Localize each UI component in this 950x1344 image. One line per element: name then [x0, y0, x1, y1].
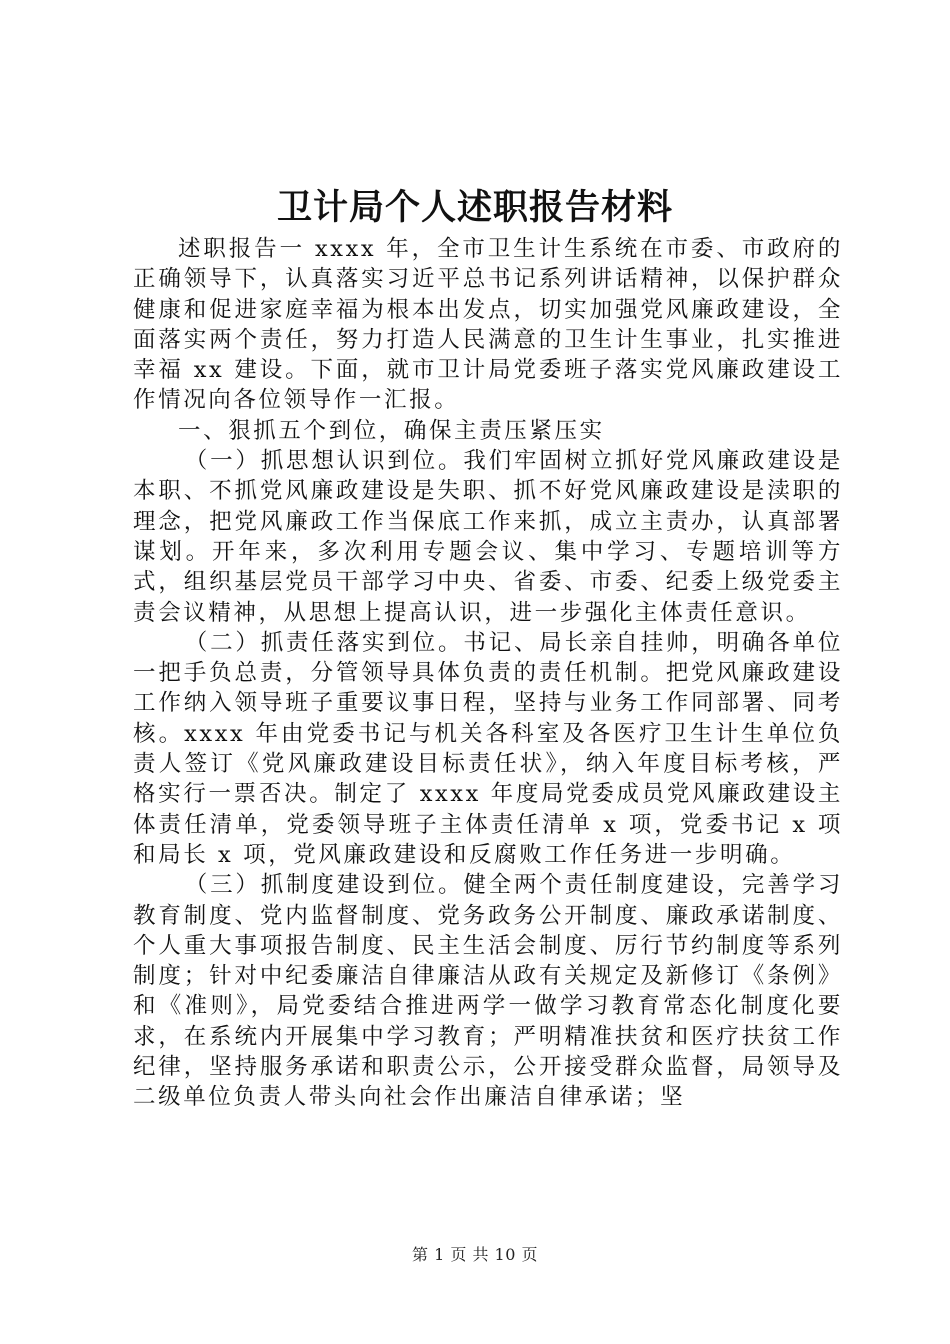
- paragraph-item-3: （三）抓制度建设到位。健全两个责任制度建设，完善学习教育制度、党内监督制度、党务政务公开制度、廉政承诺制度、个人重大事项报告制度、民主生活会制度、厉行节约制度等系列制度；针对中纪委廉洁自律廉洁从政有关规定及新修订《条例》和《准则》，局党委结合推进两学一做学习教育常态化制度化要求，在系统内开展集中学习教育；严明精准扶贫和医疗扶贫工作纪律，坚持服务承诺和职责公示，公开接受群众监督，局领导及二级单位负责人带头向社会作出廉洁自律承诺；坚: [133, 872, 843, 1111]
- page-number-footer: 第 1 页 共 10 页: [412, 1245, 538, 1264]
- paragraph-item-1: （一）抓思想认识到位。我们牢固树立抓好党风廉政建设是本职、不抓党风廉政建设是失职、抓不好党风廉政建设是渎职的理念，把党风廉政工作当保底工作来抓，成立主责办，认真部署谋划。开年来，多次利用专题会议、集中学习、专题培训等方式，组织基层党员干部学习中央、省委、市委、纪委上级党委主责会议精神，从思想上提高认识，进一步强化主体责任意识。: [133, 448, 843, 626]
- document-title: 卫计局个人述职报告材料: [276, 187, 673, 228]
- paragraph-item-2: （二）抓责任落实到位。书记、局长亲自挂帅，明确各单位一把手负总责，分管领导具体负责的责任机制。把党风廉政建设工作纳入领导班子重要议事日程，坚持与业务工作同部署、同考核。xxxx 年由党委书记与机关各科室及各医疗卫生计生单位负责人签订《党风廉政建设目标责任状》，纳入年度目标考核，严格实行一票否决。制定了 xxxx 年度局党委成员党风廉政建设主体责任清单，党委领导班子主体责任清单 x 项，党委书记 x 项和局长 x 项，党风廉政建设和反腐败工作任务进一步明确。: [133, 629, 843, 868]
- paragraph-intro: 述职报告一 xxxx 年，全市卫生计生系统在市委、市政府的正确领导下，认真落实习近平总书记系列讲话精神，以保护群众健康和促进家庭幸福为根本出发点，切实加强党风廉政建设，全面落实两个责任，努力打造人民满意的卫生计生事业，扎实推进幸福 xx 建设。下面，就市卫计局党委班子落实党风廉政建设工作情况向各位领导作一汇报。: [133, 236, 843, 414]
- document-body: [133, 234, 843, 1113]
- section-heading-1: 一、狠抓五个到位，确保主责压紧压实: [178, 417, 605, 444]
